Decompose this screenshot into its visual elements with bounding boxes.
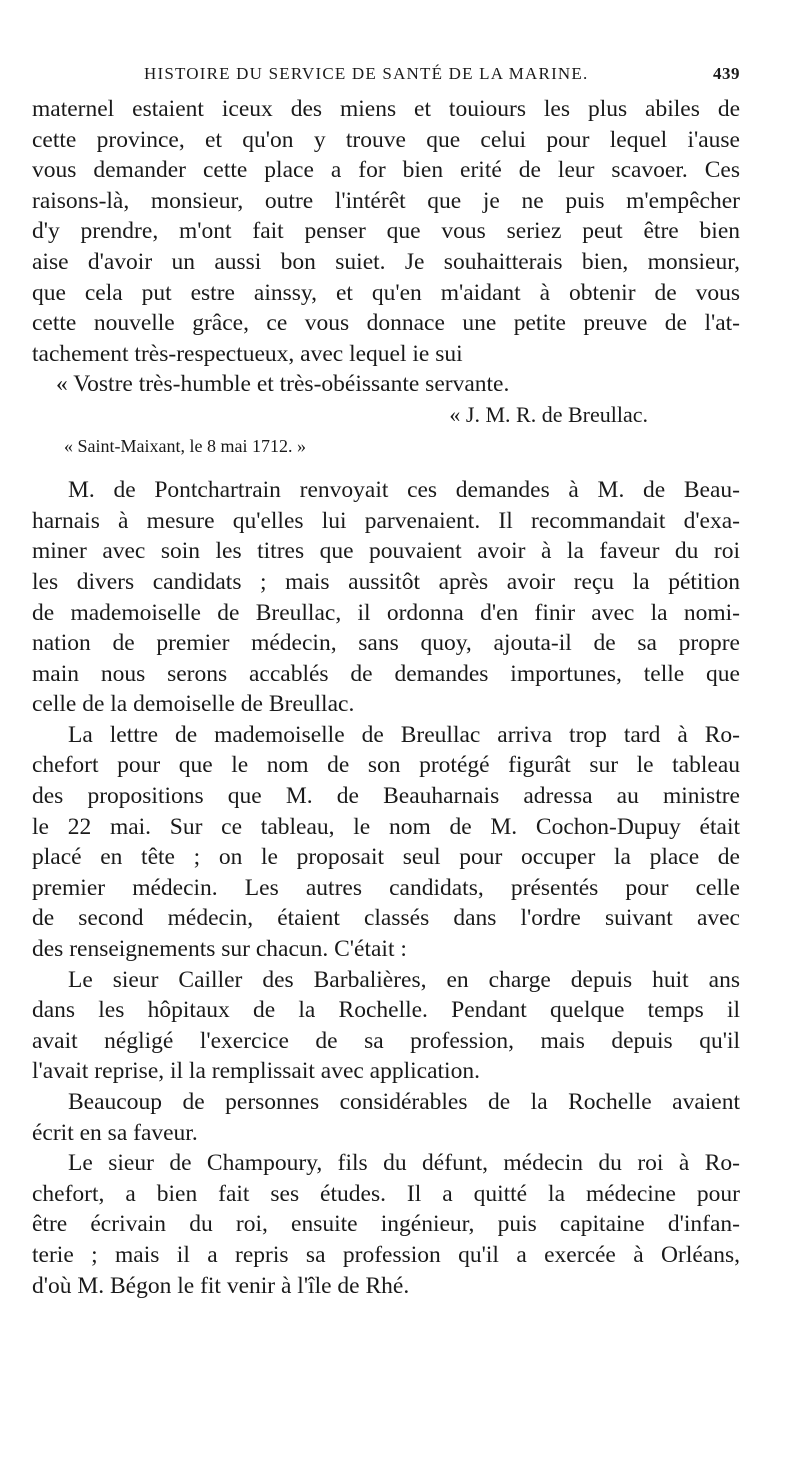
- text-line: écrit en sa faveur.: [32, 1119, 198, 1146]
- text-line: vous demander cette place a for bien erité de leur scavoer. Ces: [32, 157, 740, 184]
- text-line: d'où M. Bégon le fit venir à l'île de Rhé.: [32, 1272, 410, 1299]
- paragraph: [32, 965, 740, 1087]
- text-line: cette province, et qu'on y trouve que celui pour lequel i'ause: [32, 126, 740, 153]
- paragraph: [32, 475, 740, 720]
- text-line: harnais à mesure qu'elles lui parvenaient. Il recommandait d'exa-: [32, 507, 740, 534]
- text-line: que cela put estre ainssy, et qu'en m'aidant à obtenir de vous: [32, 279, 740, 306]
- text-line: des propositions que M. de Beauharnais adressa au ministre: [32, 783, 740, 810]
- running-header: [32, 60, 740, 90]
- text-line: nation de premier médecin, sans quoy, ajouta-il de sa propre: [32, 630, 740, 657]
- text-line: être écrivain du roi, ensuite ingénieur, puis capitaine d'infan-: [32, 1211, 740, 1238]
- text-line: M. de Pontchartrain renvoyait ces demandes à M. de Beau-: [68, 477, 740, 504]
- text-line: les divers candidats ; mais aussitôt après avoir reçu la pétition: [32, 568, 740, 595]
- text-line: main nous serons accablés de demandes importunes, telle que: [32, 660, 740, 687]
- text-line: premier médecin. Les autres candidats, présentés pour celle: [32, 874, 740, 901]
- page-number: 439: [713, 64, 740, 83]
- paragraph: [32, 720, 740, 965]
- text-line: celle de la demoiselle de Breullac.: [32, 691, 355, 718]
- text-line: tachement très-respectueux, avec lequel ie sui: [32, 340, 463, 367]
- text-line: miner avec soin les titres que pouvaient avoir à la faveur du roi: [32, 538, 740, 565]
- text-line: des renseignements sur chacun. C'était :: [32, 936, 407, 963]
- letter-signature: « J. M. R. de Breullac.: [449, 401, 648, 427]
- text-line: le 22 mai. Sur ce tableau, le nom de M. Cochon-Dupuy était: [32, 813, 740, 840]
- text-line: maternel estaient iceux des miens et touiours les plus abiles de: [32, 96, 740, 122]
- letter-dateline: « Saint-Maixant, le 8 mai 1712. »: [64, 435, 306, 456]
- text-line: cette nouvelle grâce, ce vous donnace une petite preuve de l'at-: [32, 310, 740, 337]
- body-text: [32, 94, 740, 1301]
- text-line: l'avait reprise, il la remplissait avec application.: [32, 1058, 480, 1085]
- text-line: aise d'avoir un aussi bon suiet. Je souhaitterais bien, monsieur,: [32, 248, 740, 275]
- paragraph: [32, 1148, 740, 1301]
- text-line: placé en tête ; on le proposait seul pour occuper la place de: [32, 844, 740, 871]
- text-line: La lettre de mademoiselle de Breullac arriva trop tard à Ro-: [68, 721, 740, 748]
- text-line: Le sieur Cailler des Barbalières, en charge depuis huit ans: [68, 966, 740, 993]
- text-line: raisons-là, monsieur, outre l'intérêt que je ne puis m'empêcher: [32, 187, 740, 214]
- text-line: chefort, a bien fait ses études. Il a quitté la médecine pour: [32, 1180, 740, 1207]
- paragraph: [32, 1087, 740, 1148]
- text-line: d'y prendre, m'ont fait penser que vous seriez peut être bien: [32, 218, 740, 245]
- text-line: de second médecin, étaient classés dans l'ordre suivant avec: [32, 905, 740, 932]
- running-title: HISTOIRE DU SERVICE DE SANTÉ DE LA MARINE.: [144, 64, 589, 83]
- text-line: terie ; mais il a repris sa profession qu'il a exercée à Orléans,: [32, 1241, 740, 1268]
- text-line: avait négligé l'exercice de sa profession, mais depuis qu'il: [32, 1027, 740, 1054]
- text-line: chefort pour que le nom de son protégé figurât sur le tableau: [32, 752, 740, 779]
- text-line: Beaucoup de personnes considérables de la Rochelle avaient: [68, 1089, 740, 1115]
- text-line: de mademoiselle de Breullac, il ordonna d'en finir avec la nomi-: [32, 599, 740, 626]
- text-line: dans les hôpitaux de la Rochelle. Pendant quelque temps il: [32, 997, 740, 1024]
- text-line: Le sieur de Champoury, fils du défunt, médecin du roi à Ro-: [68, 1150, 740, 1177]
- letter-closing: « Vostre très-humble et très-obéissante servante.: [56, 371, 510, 398]
- letter-continuation: [32, 94, 740, 461]
